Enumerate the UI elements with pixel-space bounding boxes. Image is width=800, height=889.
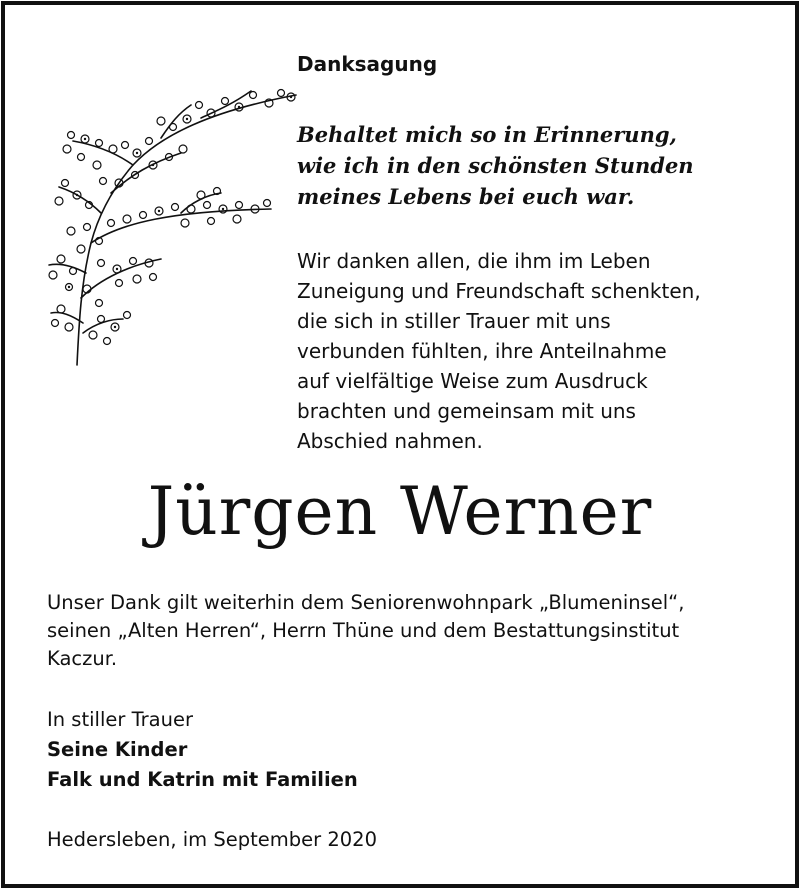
signature-intro: In stiller Trauer [47,708,193,731]
extra-thanks-line: Kaczur. [47,647,118,670]
thanks-line: auf vielfältige Weise zum Ausdruck [297,369,648,393]
extra-thanks-line: Unser Dank gilt weiterhin dem Seniorenwohnpark „Blumeninsel“, [47,591,685,614]
flowering-branch-illustration [41,83,321,373]
signature-block [47,705,358,795]
quote-line: Behaltet mich so in Erinnerung, [297,122,677,147]
thanks-line: Zuneigung und Freundschaft schenkten, [297,279,701,303]
heading-danksagung: Danksagung [297,52,438,76]
thanks-line: Abschied nahmen. [297,429,483,453]
thanks-line: brachten und gemeinsam mit uns [297,399,636,423]
thanks-line: die sich in stiller Trauer mit uns [297,309,611,333]
deceased-name: Jürgen Werner [147,473,653,550]
thanks-line: Wir danken allen, die ihm im Leben [297,249,651,273]
extra-thanks-paragraph [47,589,684,673]
signature-families: Falk und Katrin mit Familien [47,768,358,791]
thanks-line: verbunden fühlten, ihre Anteilnahme [297,339,667,363]
thanks-paragraph [297,246,701,456]
quote-line: wie ich in den schönsten Stunden [297,153,694,178]
extra-thanks-line: seinen „Alten Herren“, Herrn Thüne und dem Bestattungsinstitut [47,619,680,642]
memorial-quote [297,119,694,212]
place-date: Hedersleben, im September 2020 [47,828,377,851]
quote-line: meines Lebens bei euch war. [297,184,635,209]
obituary-card [1,1,799,888]
signature-children: Seine Kinder [47,738,188,761]
